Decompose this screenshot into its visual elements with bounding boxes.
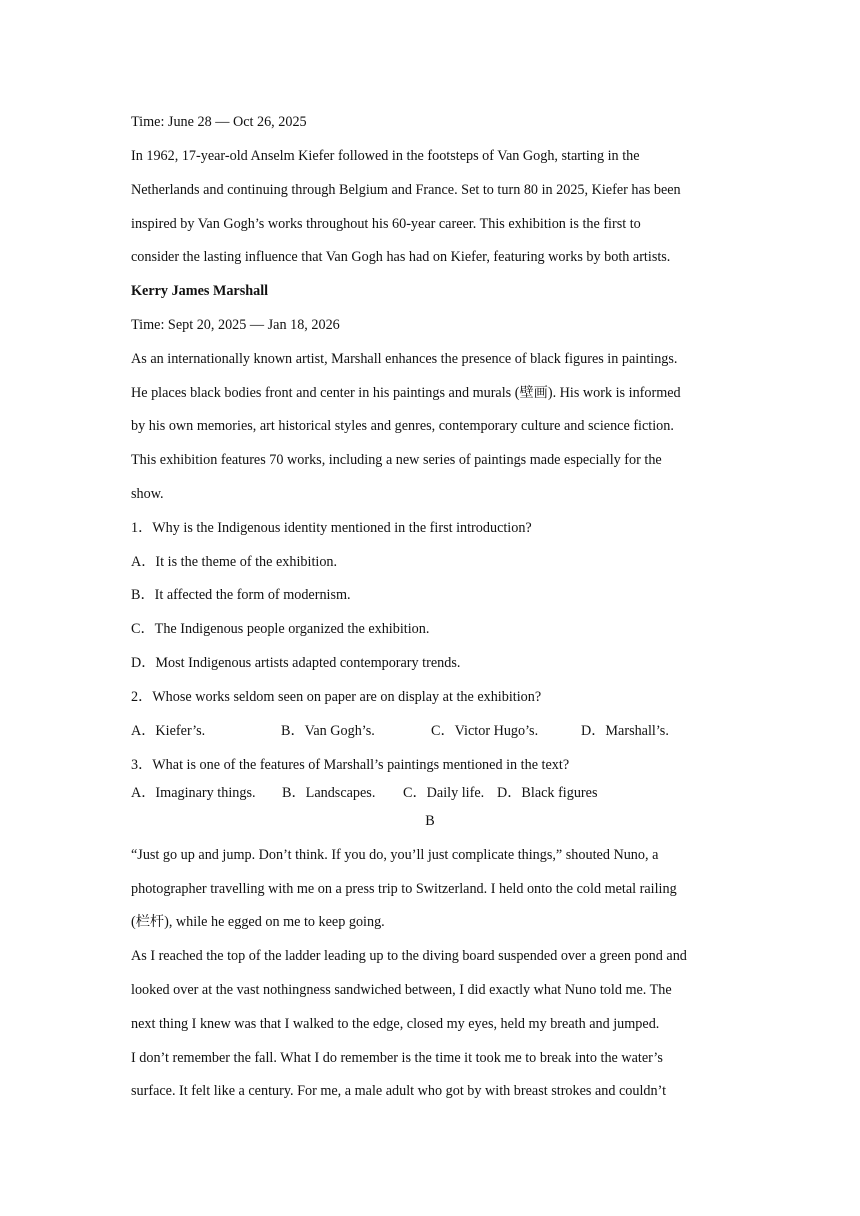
question-3-option-a: A．Imaginary things. bbox=[131, 785, 256, 801]
question-1-option-a: A．It is the theme of the exhibition. bbox=[131, 554, 338, 570]
question-1-option-c: C．The Indigenous people organized the exhibition. bbox=[131, 621, 430, 637]
question-2-option-c: C．Victor Hugo’s. bbox=[431, 723, 539, 739]
marshall-paragraph-line: As an internationally known artist, Marshall enhances the presence of black figures in paintings. bbox=[131, 351, 678, 367]
question-2-option-a: A．Kiefer’s. bbox=[131, 723, 206, 739]
passage-b-line: “Just go up and jump. Don’t think. If you do, you’ll just complicate things,” shouted Nuno, a bbox=[131, 847, 659, 863]
question-2-option-d: D．Marshall’s. bbox=[581, 723, 669, 739]
kiefer-paragraph-line: consider the lasting influence that Van Gogh has had on Kiefer, featuring works by both artists. bbox=[131, 249, 671, 265]
question-1-option-b: B．It affected the form of modernism. bbox=[131, 587, 351, 603]
passage-b-line: surface. It felt like a century. For me, a male adult who got by with breast strokes and couldn’t bbox=[131, 1083, 667, 1099]
passage-b-line: photographer travelling with me on a press trip to Switzerland. I held onto the cold metal railing bbox=[131, 881, 677, 897]
passage-b-line: (栏杆), while he egged on me to keep going. bbox=[131, 914, 385, 930]
marshall-paragraph-line: show. bbox=[131, 486, 164, 502]
question-3-option-b: B．Landscapes. bbox=[282, 785, 376, 801]
question-3-stem: 3．What is one of the features of Marshall’s paintings mentioned in the text? bbox=[131, 757, 570, 773]
question-3-option-d: D．Black figures bbox=[497, 785, 598, 801]
passage-b-heading: B bbox=[425, 813, 435, 829]
marshall-paragraph-line: by his own memories, art historical styles and genres, contemporary culture and science fiction. bbox=[131, 418, 674, 434]
question-2-option-b: B．Van Gogh’s. bbox=[281, 723, 375, 739]
question-2-stem: 2．Whose works seldom seen on paper are on display at the exhibition? bbox=[131, 689, 542, 705]
marshall-paragraph-line: He places black bodies front and center in his paintings and murals (壁画). His work is informed bbox=[131, 385, 681, 401]
kiefer-paragraph-line: inspired by Van Gogh’s works throughout his 60-year career. This exhibition is the first to bbox=[131, 216, 641, 232]
marshall-paragraph-line: This exhibition features 70 works, including a new series of paintings made especially for the bbox=[131, 452, 662, 468]
kiefer-exhibition-time: Time: June 28 — Oct 26, 2025 bbox=[131, 114, 307, 130]
passage-b-line: looked over at the vast nothingness sandwiched between, I did exactly what Nuno told me. The bbox=[131, 982, 672, 998]
passage-b-line: I don’t remember the fall. What I do remember is the time it took me to break into the water’s bbox=[131, 1050, 663, 1066]
question-1-option-d: D．Most Indigenous artists adapted contemporary trends. bbox=[131, 655, 461, 671]
marshall-exhibition-title: Kerry James Marshall bbox=[131, 283, 269, 299]
passage-b-line: next thing I knew was that I walked to the edge, closed my eyes, held my breath and jumped. bbox=[131, 1016, 660, 1032]
question-3-option-c: C．Daily life. bbox=[403, 785, 485, 801]
passage-b-line: As I reached the top of the ladder leading up to the diving board suspended over a green pond and bbox=[131, 948, 687, 964]
question-1-stem: 1．Why is the Indigenous identity mentioned in the first introduction? bbox=[131, 520, 532, 536]
marshall-exhibition-time: Time: Sept 20, 2025 — Jan 18, 2026 bbox=[131, 317, 340, 333]
kiefer-paragraph-line: In 1962, 17-year-old Anselm Kiefer followed in the footsteps of Van Gogh, starting in the bbox=[131, 148, 640, 164]
kiefer-paragraph-line: Netherlands and continuing through Belgium and France. Set to turn 80 in 2025, Kiefer has been bbox=[131, 182, 681, 198]
